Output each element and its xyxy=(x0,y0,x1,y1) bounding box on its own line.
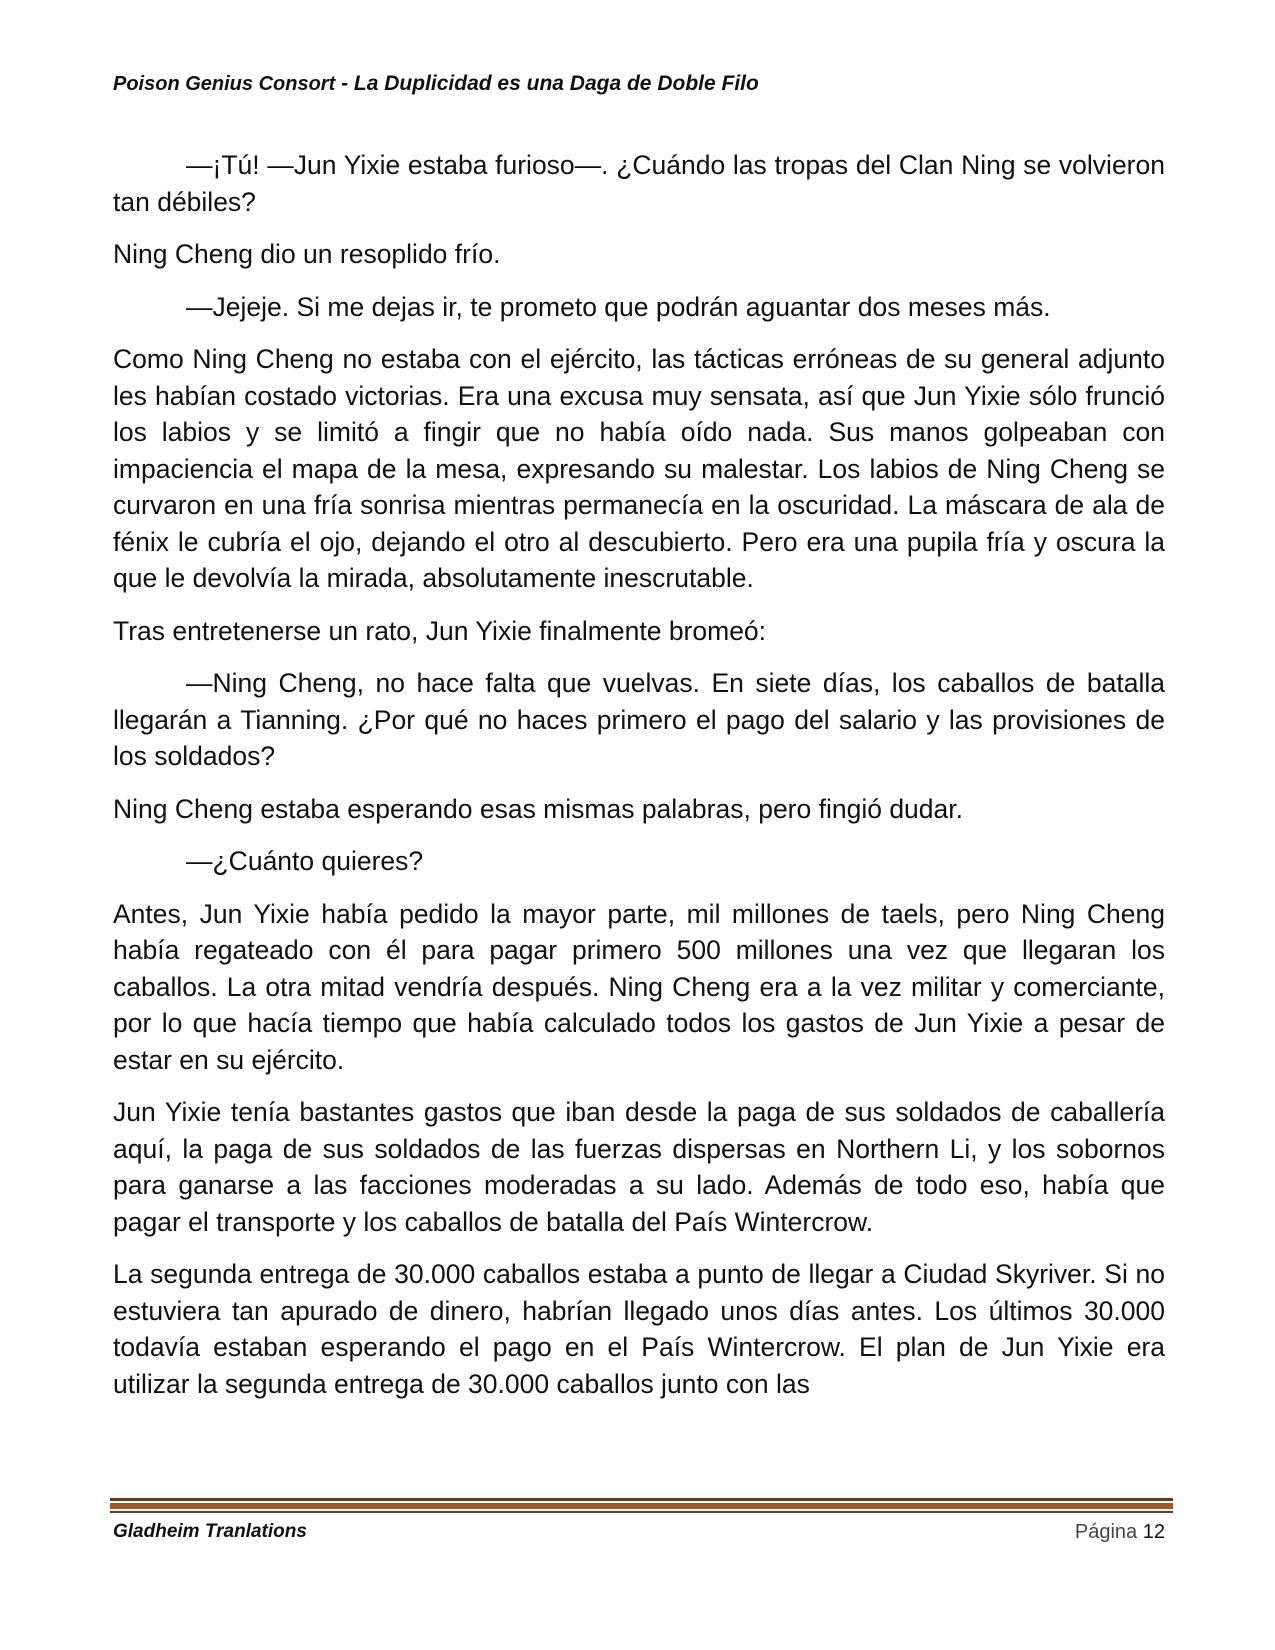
paragraph: La segunda entrega de 30.000 caballos estaba a punto de llegar a Ciudad Skyriver. Si no estuviera tan apurado de dinero, habrían llegado unos días antes. Los últimos 30.000 todavía estaban esperando el pago en el País Wintercrow. El plan de Jun Yixie era utilizar la segunda entrega de 30.000 caballos junto con las xyxy=(113,1259,1165,1399)
header-separator: - xyxy=(335,72,354,95)
footer-rule-bottom xyxy=(110,1511,1173,1513)
paragraph: —Jejeje. Si me dejas ir, te prometo que podrán aguantar dos meses más. xyxy=(186,291,1051,322)
paragraph: Tras entretenerse un rato, Jun Yixie finalmente bromeó: xyxy=(113,615,767,646)
footer-rule xyxy=(110,1498,1173,1501)
page-number: 12 xyxy=(1142,1521,1165,1543)
page-label: Página xyxy=(1074,1521,1138,1543)
paragraph: Como Ning Cheng no estaba con el ejército, las tácticas erróneas de su general adjunto les habían costado victorias. Era una excusa muy sensata, así que Jun Yixie sólo frunció los labios y se limitó a fingir que no había oído nada. Sus manos golpeaban con impaciencia el mapa de la mesa, expresando su malestar. Los labios de Ning Cheng se curvaron en una fría sonrisa mientras permanecía en la oscuridad. La máscara de ala de fénix le cubría el ojo, dejando el otro al descubierto. Pero era una pupila fría y oscura la que le devolvía la mirada, absolutamente inescrutable. xyxy=(113,344,1165,593)
paragraph: Ning Cheng dio un resoplido frío. xyxy=(113,239,501,269)
paragraph: Ning Cheng estaba esperando esas mismas palabras, pero fingió dudar. xyxy=(113,793,963,824)
body-text xyxy=(113,147,1165,1418)
paragraph: —Ning Cheng, no hace falta que vuelvas. En siete días, los caballos de batalla llegarán a Tianning. ¿Por qué no haces primero el pago del salario y las provisiones de los soldados? xyxy=(113,668,1165,771)
page-header xyxy=(113,72,1173,96)
paragraph: —¡Tú! —Jun Yixie estaba furioso—. ¿Cuándo las tropas del Clan Ning se volvieron tan débiles? xyxy=(113,150,1165,217)
publisher-name: Gladheim Tranlations xyxy=(113,1521,307,1542)
paragraph: Jun Yixie tenía bastantes gastos que iban desde la paga de sus soldados de caballería aquí, la paga de sus soldados de las fuerzas dispersas en Northern Li, y los sobornos para ganarse a las facciones moderadas a su lado. Además de todo eso, había que pagar el transporte y los caballos de batalla del País Wintercrow. xyxy=(113,1097,1165,1237)
footer-rule-thick xyxy=(110,1503,1173,1509)
page-number-label xyxy=(1075,1521,1165,1544)
book-title: Poison Genius Consort xyxy=(113,73,336,95)
paragraph: —¿Cuánto quieres? xyxy=(186,846,424,876)
paragraph: Antes, Jun Yixie había pedido la mayor parte, mil millones de taels, pero Ning Cheng había regateado con él para pagar primero 500 millones una vez que llegaran los caballos. La otra mitad vendría después. Ning Cheng era a la vez militar y comerciante, por lo que hacía tiempo que había calculado todos los gastos de Jun Yixie a pesar de estar en su ejército. xyxy=(113,898,1165,1075)
chapter-title: La Duplicidad es una Daga de Doble Filo xyxy=(353,72,759,95)
